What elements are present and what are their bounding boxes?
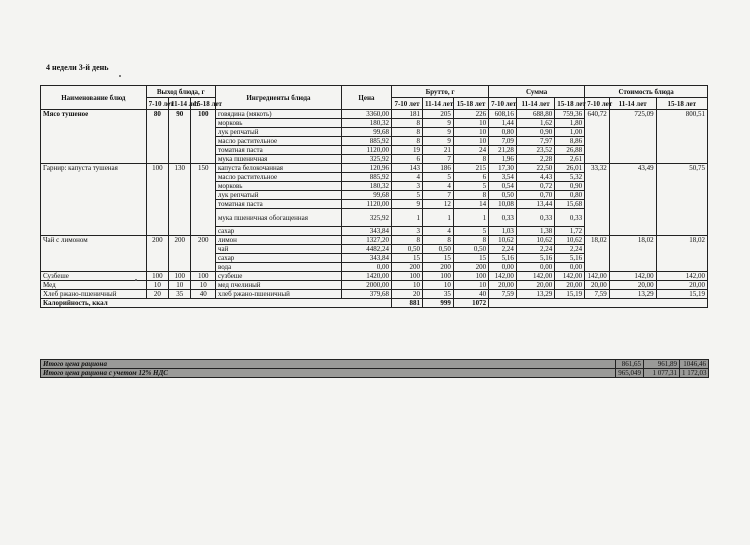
dish-cost: 7,59 bbox=[585, 290, 610, 299]
ingredient-value: 379,68 bbox=[341, 290, 391, 299]
ingredient-value: 1,80 bbox=[555, 119, 585, 128]
dish-yield: 200 bbox=[146, 236, 168, 272]
ingredient-value: 0,33 bbox=[489, 209, 517, 227]
ingredient-value: 181 bbox=[392, 110, 423, 119]
ingredient-value: 15,68 bbox=[555, 200, 585, 209]
ingredient-name: хлеб ржано-пшеничный bbox=[215, 290, 341, 299]
ingredient-value: 2,24 bbox=[516, 245, 554, 254]
dish-name: Чай с лимоном bbox=[41, 236, 147, 272]
ingredient-value: 200 bbox=[453, 263, 488, 272]
ingredient-value: 10 bbox=[453, 119, 488, 128]
ingredient-name: сахар bbox=[215, 254, 341, 263]
ingredient-value: 0,00 bbox=[489, 263, 517, 272]
totals-row bbox=[41, 360, 709, 369]
dish-cost: 43,49 bbox=[609, 164, 656, 236]
ingredient-value: 180,32 bbox=[341, 182, 391, 191]
dish-cost: 18,02 bbox=[609, 236, 656, 272]
ingredient-value: 20,00 bbox=[489, 281, 517, 290]
ingredient-value: 24 bbox=[453, 146, 488, 155]
ingredient-value: 1120,00 bbox=[341, 146, 391, 155]
ingredient-name: лук репчатый bbox=[215, 191, 341, 200]
ingredient-value: 3360,00 bbox=[341, 110, 391, 119]
ingredient-name: морковь bbox=[215, 182, 341, 191]
dish-cost: 50,75 bbox=[656, 164, 707, 236]
cost-header: Стоимость блюда bbox=[585, 86, 708, 98]
dish-cost: 20,00 bbox=[609, 281, 656, 290]
cost-age-header: 11-14 лет bbox=[609, 98, 656, 110]
ingredient-value: 0,33 bbox=[516, 209, 554, 227]
dish-cost: 725,09 bbox=[609, 110, 656, 164]
ingredient-value: 10 bbox=[422, 281, 453, 290]
ingredient-value: 26,88 bbox=[555, 146, 585, 155]
ingredient-value: 885,92 bbox=[341, 173, 391, 182]
dish-cost: 800,51 bbox=[656, 110, 707, 164]
dish-yield: 10 bbox=[146, 281, 168, 290]
dish-yield: 10 bbox=[191, 281, 216, 290]
ingredient-value: 12 bbox=[422, 200, 453, 209]
dish-yield: 100 bbox=[191, 110, 216, 164]
dish-yield: 10 bbox=[169, 281, 191, 290]
ingredient-name: чай bbox=[215, 245, 341, 254]
ingredient-value: 1 bbox=[422, 209, 453, 227]
ingredient-value: 0,33 bbox=[555, 209, 585, 227]
ingredient-name: мед пчелиный bbox=[215, 281, 341, 290]
ingredient-value: 1,72 bbox=[555, 227, 585, 236]
ingredient-value: 9 bbox=[422, 119, 453, 128]
cost-age-header: 15-18 лет bbox=[656, 98, 707, 110]
ingredient-value: 120,96 bbox=[341, 164, 391, 173]
sum-age-header: 7-10 лет bbox=[489, 98, 517, 110]
ingredient-value: 5 bbox=[422, 173, 453, 182]
ingredient-value: 2,28 bbox=[516, 155, 554, 164]
brutto-age-header: 15-18 лет bbox=[453, 98, 488, 110]
ingredient-value: 186 bbox=[422, 164, 453, 173]
ingredient-value: 325,92 bbox=[341, 155, 391, 164]
ingredient-value: 4482,24 bbox=[341, 245, 391, 254]
dish-cost: 142,00 bbox=[656, 272, 707, 281]
ingredient-value: 0,72 bbox=[516, 182, 554, 191]
cost-age-header: 7-10 лет bbox=[585, 98, 610, 110]
ingredient-value: 205 bbox=[422, 110, 453, 119]
brutto-age-header: 7-10 лет bbox=[392, 98, 423, 110]
ingredient-value: 325,92 bbox=[341, 209, 391, 227]
ingredient-value: 10 bbox=[453, 137, 488, 146]
dish-cost: 20,00 bbox=[656, 281, 707, 290]
ingredient-value: 26,01 bbox=[555, 164, 585, 173]
ingredient-value: 13,44 bbox=[516, 200, 554, 209]
totals-label: Итого цена рациона с учетом 12% НДС bbox=[41, 369, 616, 378]
ingredient-value: 688,80 bbox=[516, 110, 554, 119]
ingredient-value: 142,00 bbox=[555, 272, 585, 281]
ingredient-value: 1,00 bbox=[555, 128, 585, 137]
ingredient-value: 5,32 bbox=[555, 173, 585, 182]
table-row bbox=[41, 164, 708, 173]
ingredient-value: 23,52 bbox=[516, 146, 554, 155]
ingredient-value: 226 bbox=[453, 110, 488, 119]
ingredient-value: 0,80 bbox=[555, 191, 585, 200]
ingredient-value: 8 bbox=[453, 191, 488, 200]
ingredient-name: вода bbox=[215, 263, 341, 272]
ingredient-name: лук репчатый bbox=[215, 128, 341, 137]
ingredient-value: 1120,00 bbox=[341, 200, 391, 209]
ingredient-value: 10,62 bbox=[555, 236, 585, 245]
calories-value: 1072 bbox=[453, 299, 488, 308]
ingredient-value: 0,90 bbox=[555, 182, 585, 191]
ingredient-value: 100 bbox=[392, 272, 423, 281]
ingredient-name: мука пшеничная обогащенная bbox=[215, 209, 341, 227]
ingredient-value: 20 bbox=[392, 290, 423, 299]
ingredient-value: 0,00 bbox=[341, 263, 391, 272]
ingredient-value: 0,00 bbox=[555, 263, 585, 272]
ingredient-value: 215 bbox=[453, 164, 488, 173]
ingredient-value: 5 bbox=[392, 191, 423, 200]
ingredient-value: 10 bbox=[453, 128, 488, 137]
ingredient-name: сузбеше bbox=[215, 272, 341, 281]
ingredient-value: 3 bbox=[392, 227, 423, 236]
dish-yield: 100 bbox=[146, 164, 168, 236]
ingredient-value: 6 bbox=[453, 173, 488, 182]
ingredient-value: 10,08 bbox=[489, 200, 517, 209]
ingredient-value: 10,62 bbox=[516, 236, 554, 245]
yield-header: Выход блюда, г bbox=[146, 86, 215, 98]
totals-row bbox=[41, 369, 709, 378]
ingredient-value: 200 bbox=[392, 263, 423, 272]
ingredient-name: томатная паста bbox=[215, 146, 341, 155]
ingredient-value: 3,54 bbox=[489, 173, 517, 182]
ingredient-value: 7 bbox=[422, 155, 453, 164]
table-row bbox=[41, 281, 708, 290]
scan-speck bbox=[135, 279, 137, 281]
ingredient-value: 21 bbox=[422, 146, 453, 155]
ingredient-value: 2,61 bbox=[555, 155, 585, 164]
ingredient-value: 21,28 bbox=[489, 146, 517, 155]
calories-label: Калорийность, ккал bbox=[41, 299, 392, 308]
dish-cost: 18,02 bbox=[585, 236, 610, 272]
table-row bbox=[41, 272, 708, 281]
totals-label: Итого цена рациона bbox=[41, 360, 616, 369]
ingredient-value: 0,80 bbox=[489, 128, 517, 137]
ingredient-value: 1327,20 bbox=[341, 236, 391, 245]
totals-value: 1046,46 bbox=[680, 360, 709, 369]
empty-cell bbox=[489, 299, 708, 308]
ingredient-value: 1 bbox=[453, 209, 488, 227]
dish-yield: 35 bbox=[169, 290, 191, 299]
scan-speck bbox=[119, 75, 121, 77]
dish-name: Мясо тушеное bbox=[41, 110, 147, 164]
sum-age-header: 15-18 лет bbox=[555, 98, 585, 110]
ingredient-value: 1 bbox=[392, 209, 423, 227]
ingredient-value: 2000,00 bbox=[341, 281, 391, 290]
ingredient-value: 5,16 bbox=[489, 254, 517, 263]
ingredient-value: 0,50 bbox=[422, 245, 453, 254]
ingredient-name: мука пшеничная bbox=[215, 155, 341, 164]
ingredient-value: 19 bbox=[392, 146, 423, 155]
ingredient-value: 13,29 bbox=[516, 290, 554, 299]
ingredient-value: 1,38 bbox=[516, 227, 554, 236]
dish-yield: 20 bbox=[146, 290, 168, 299]
ingredient-value: 15,19 bbox=[555, 290, 585, 299]
ingredient-value: 200 bbox=[422, 263, 453, 272]
dish-yield: 40 bbox=[191, 290, 216, 299]
ingredient-value: 8 bbox=[453, 236, 488, 245]
dish-name: Мед bbox=[41, 281, 147, 290]
ingredient-value: 8 bbox=[453, 155, 488, 164]
menu-table bbox=[40, 85, 708, 308]
dish-cost: 15,19 bbox=[656, 290, 707, 299]
ingredient-value: 180,32 bbox=[341, 119, 391, 128]
ingredient-value: 143 bbox=[392, 164, 423, 173]
calories-row bbox=[41, 299, 708, 308]
dish-cost: 142,00 bbox=[585, 272, 610, 281]
ingredient-value: 9 bbox=[392, 200, 423, 209]
ingredient-value: 0,50 bbox=[489, 191, 517, 200]
ingredient-value: 1,03 bbox=[489, 227, 517, 236]
ingredient-name: масло растительное bbox=[215, 173, 341, 182]
brutto-age-header: 11-14 лет bbox=[422, 98, 453, 110]
ingredient-value: 8 bbox=[422, 236, 453, 245]
ingredient-value: 0,50 bbox=[392, 245, 423, 254]
price-header: Цена bbox=[341, 86, 391, 110]
ingredient-value: 0,50 bbox=[453, 245, 488, 254]
dish-yield: 100 bbox=[146, 272, 168, 281]
ingredient-value: 142,00 bbox=[516, 272, 554, 281]
ingredient-value: 4 bbox=[422, 182, 453, 191]
calories-value: 999 bbox=[422, 299, 453, 308]
ingredient-value: 35 bbox=[422, 290, 453, 299]
dish-yield: 150 bbox=[191, 164, 216, 236]
totals-value: 961,89 bbox=[644, 360, 680, 369]
ingredient-value: 1420,00 bbox=[341, 272, 391, 281]
ingredient-value: 8,86 bbox=[555, 137, 585, 146]
ingredient-value: 7,59 bbox=[489, 290, 517, 299]
ingredient-value: 100 bbox=[422, 272, 453, 281]
ingredient-value: 2,24 bbox=[555, 245, 585, 254]
ingredient-value: 0,00 bbox=[516, 263, 554, 272]
dish-name: Гарнир: капуста тушеная bbox=[41, 164, 147, 236]
ingredient-value: 10,62 bbox=[489, 236, 517, 245]
ingredient-value: 0,54 bbox=[489, 182, 517, 191]
ingredient-value: 14 bbox=[453, 200, 488, 209]
ingredient-value: 4,43 bbox=[516, 173, 554, 182]
ingredient-value: 40 bbox=[453, 290, 488, 299]
dish-name: Сузбеше bbox=[41, 272, 147, 281]
ingredient-value: 5 bbox=[453, 227, 488, 236]
ingredient-value: 759,36 bbox=[555, 110, 585, 119]
ingredient-value: 7,97 bbox=[516, 137, 554, 146]
ingredient-value: 1,96 bbox=[489, 155, 517, 164]
ingredient-value: 99,68 bbox=[341, 191, 391, 200]
yield-age-header: 11-14 лет bbox=[169, 98, 191, 110]
page-title: 4 недели 3-й день bbox=[46, 63, 109, 72]
ingredient-value: 4 bbox=[422, 227, 453, 236]
ingredient-value: 0,70 bbox=[516, 191, 554, 200]
yield-age-header: 15-18 лет bbox=[191, 98, 216, 110]
table-row bbox=[41, 236, 708, 245]
ingredient-name: лимон bbox=[215, 236, 341, 245]
ingredient-name: томатная паста bbox=[215, 200, 341, 209]
brutto-header: Брутто, г bbox=[392, 86, 489, 98]
ingredient-name: капуста белокочанная bbox=[215, 164, 341, 173]
dish-cost: 13,29 bbox=[609, 290, 656, 299]
ingredient-value: 15 bbox=[453, 254, 488, 263]
ingredient-value: 885,92 bbox=[341, 137, 391, 146]
table-row bbox=[41, 110, 708, 119]
ingredient-value: 10 bbox=[453, 281, 488, 290]
dish-cost: 640,72 bbox=[585, 110, 610, 164]
ingredient-value: 9 bbox=[422, 137, 453, 146]
totals-value: 1 077,31 bbox=[644, 369, 680, 378]
ingredient-value: 8 bbox=[392, 137, 423, 146]
ingredient-value: 8 bbox=[392, 119, 423, 128]
ingredient-value: 2,24 bbox=[489, 245, 517, 254]
ingredient-value: 8 bbox=[392, 128, 423, 137]
ingredient-value: 3 bbox=[392, 182, 423, 191]
ingredient-name: масло растительное bbox=[215, 137, 341, 146]
ingredient-value: 343,84 bbox=[341, 254, 391, 263]
ingredient-value: 142,00 bbox=[489, 272, 517, 281]
ingredient-name: сахар bbox=[215, 227, 341, 236]
ingredient-value: 1,62 bbox=[516, 119, 554, 128]
dish-yield: 80 bbox=[146, 110, 168, 164]
table-row bbox=[41, 290, 708, 299]
ingredient-value: 608,16 bbox=[489, 110, 517, 119]
ingredient-value: 7 bbox=[422, 191, 453, 200]
dish-cost: 142,00 bbox=[609, 272, 656, 281]
dish-name: Хлеб ржано-пшеничный bbox=[41, 290, 147, 299]
ingredient-value: 7,09 bbox=[489, 137, 517, 146]
ingredient-value: 99,68 bbox=[341, 128, 391, 137]
ingredient-name: морковь bbox=[215, 119, 341, 128]
ingredient-value: 15 bbox=[392, 254, 423, 263]
ingredient-value: 8 bbox=[392, 236, 423, 245]
ingredient-value: 20,00 bbox=[555, 281, 585, 290]
ingredient-value: 0,90 bbox=[516, 128, 554, 137]
dish-cost: 33,32 bbox=[585, 164, 610, 236]
totals-value: 965,049 bbox=[616, 369, 644, 378]
dish-yield: 130 bbox=[169, 164, 191, 236]
dish-cost: 20,00 bbox=[585, 281, 610, 290]
ingredient-name: говядина (мякоть) bbox=[215, 110, 341, 119]
sum-age-header: 11-14 лет bbox=[516, 98, 554, 110]
totals-value: 1 172,03 bbox=[680, 369, 709, 378]
ingredient-value: 5 bbox=[453, 182, 488, 191]
dish-cost: 18,02 bbox=[656, 236, 707, 272]
ingredient-value: 5,16 bbox=[555, 254, 585, 263]
totals-table bbox=[40, 359, 709, 378]
ingredient-value: 10 bbox=[392, 281, 423, 290]
ingredient-value: 15 bbox=[422, 254, 453, 263]
ingredients-header: Ингредиенты блюда bbox=[215, 86, 341, 110]
ingredient-value: 100 bbox=[453, 272, 488, 281]
totals-value: 861,65 bbox=[616, 360, 644, 369]
dish-yield: 200 bbox=[169, 236, 191, 272]
calories-value: 881 bbox=[392, 299, 423, 308]
dish-yield: 200 bbox=[191, 236, 216, 272]
sum-header: Сумма bbox=[489, 86, 585, 98]
dish-name-header: Наименование блюд bbox=[41, 86, 147, 110]
ingredient-value: 22,50 bbox=[516, 164, 554, 173]
ingredient-value: 9 bbox=[422, 128, 453, 137]
ingredient-value: 4 bbox=[392, 173, 423, 182]
ingredient-value: 20,00 bbox=[516, 281, 554, 290]
yield-age-header: 7-10 лет bbox=[146, 98, 168, 110]
ingredient-value: 1,44 bbox=[489, 119, 517, 128]
ingredient-value: 343,84 bbox=[341, 227, 391, 236]
ingredient-value: 5,16 bbox=[516, 254, 554, 263]
dish-yield: 100 bbox=[169, 272, 191, 281]
dish-yield: 100 bbox=[191, 272, 216, 281]
ingredient-value: 17,30 bbox=[489, 164, 517, 173]
dish-yield: 90 bbox=[169, 110, 191, 164]
ingredient-value: 6 bbox=[392, 155, 423, 164]
